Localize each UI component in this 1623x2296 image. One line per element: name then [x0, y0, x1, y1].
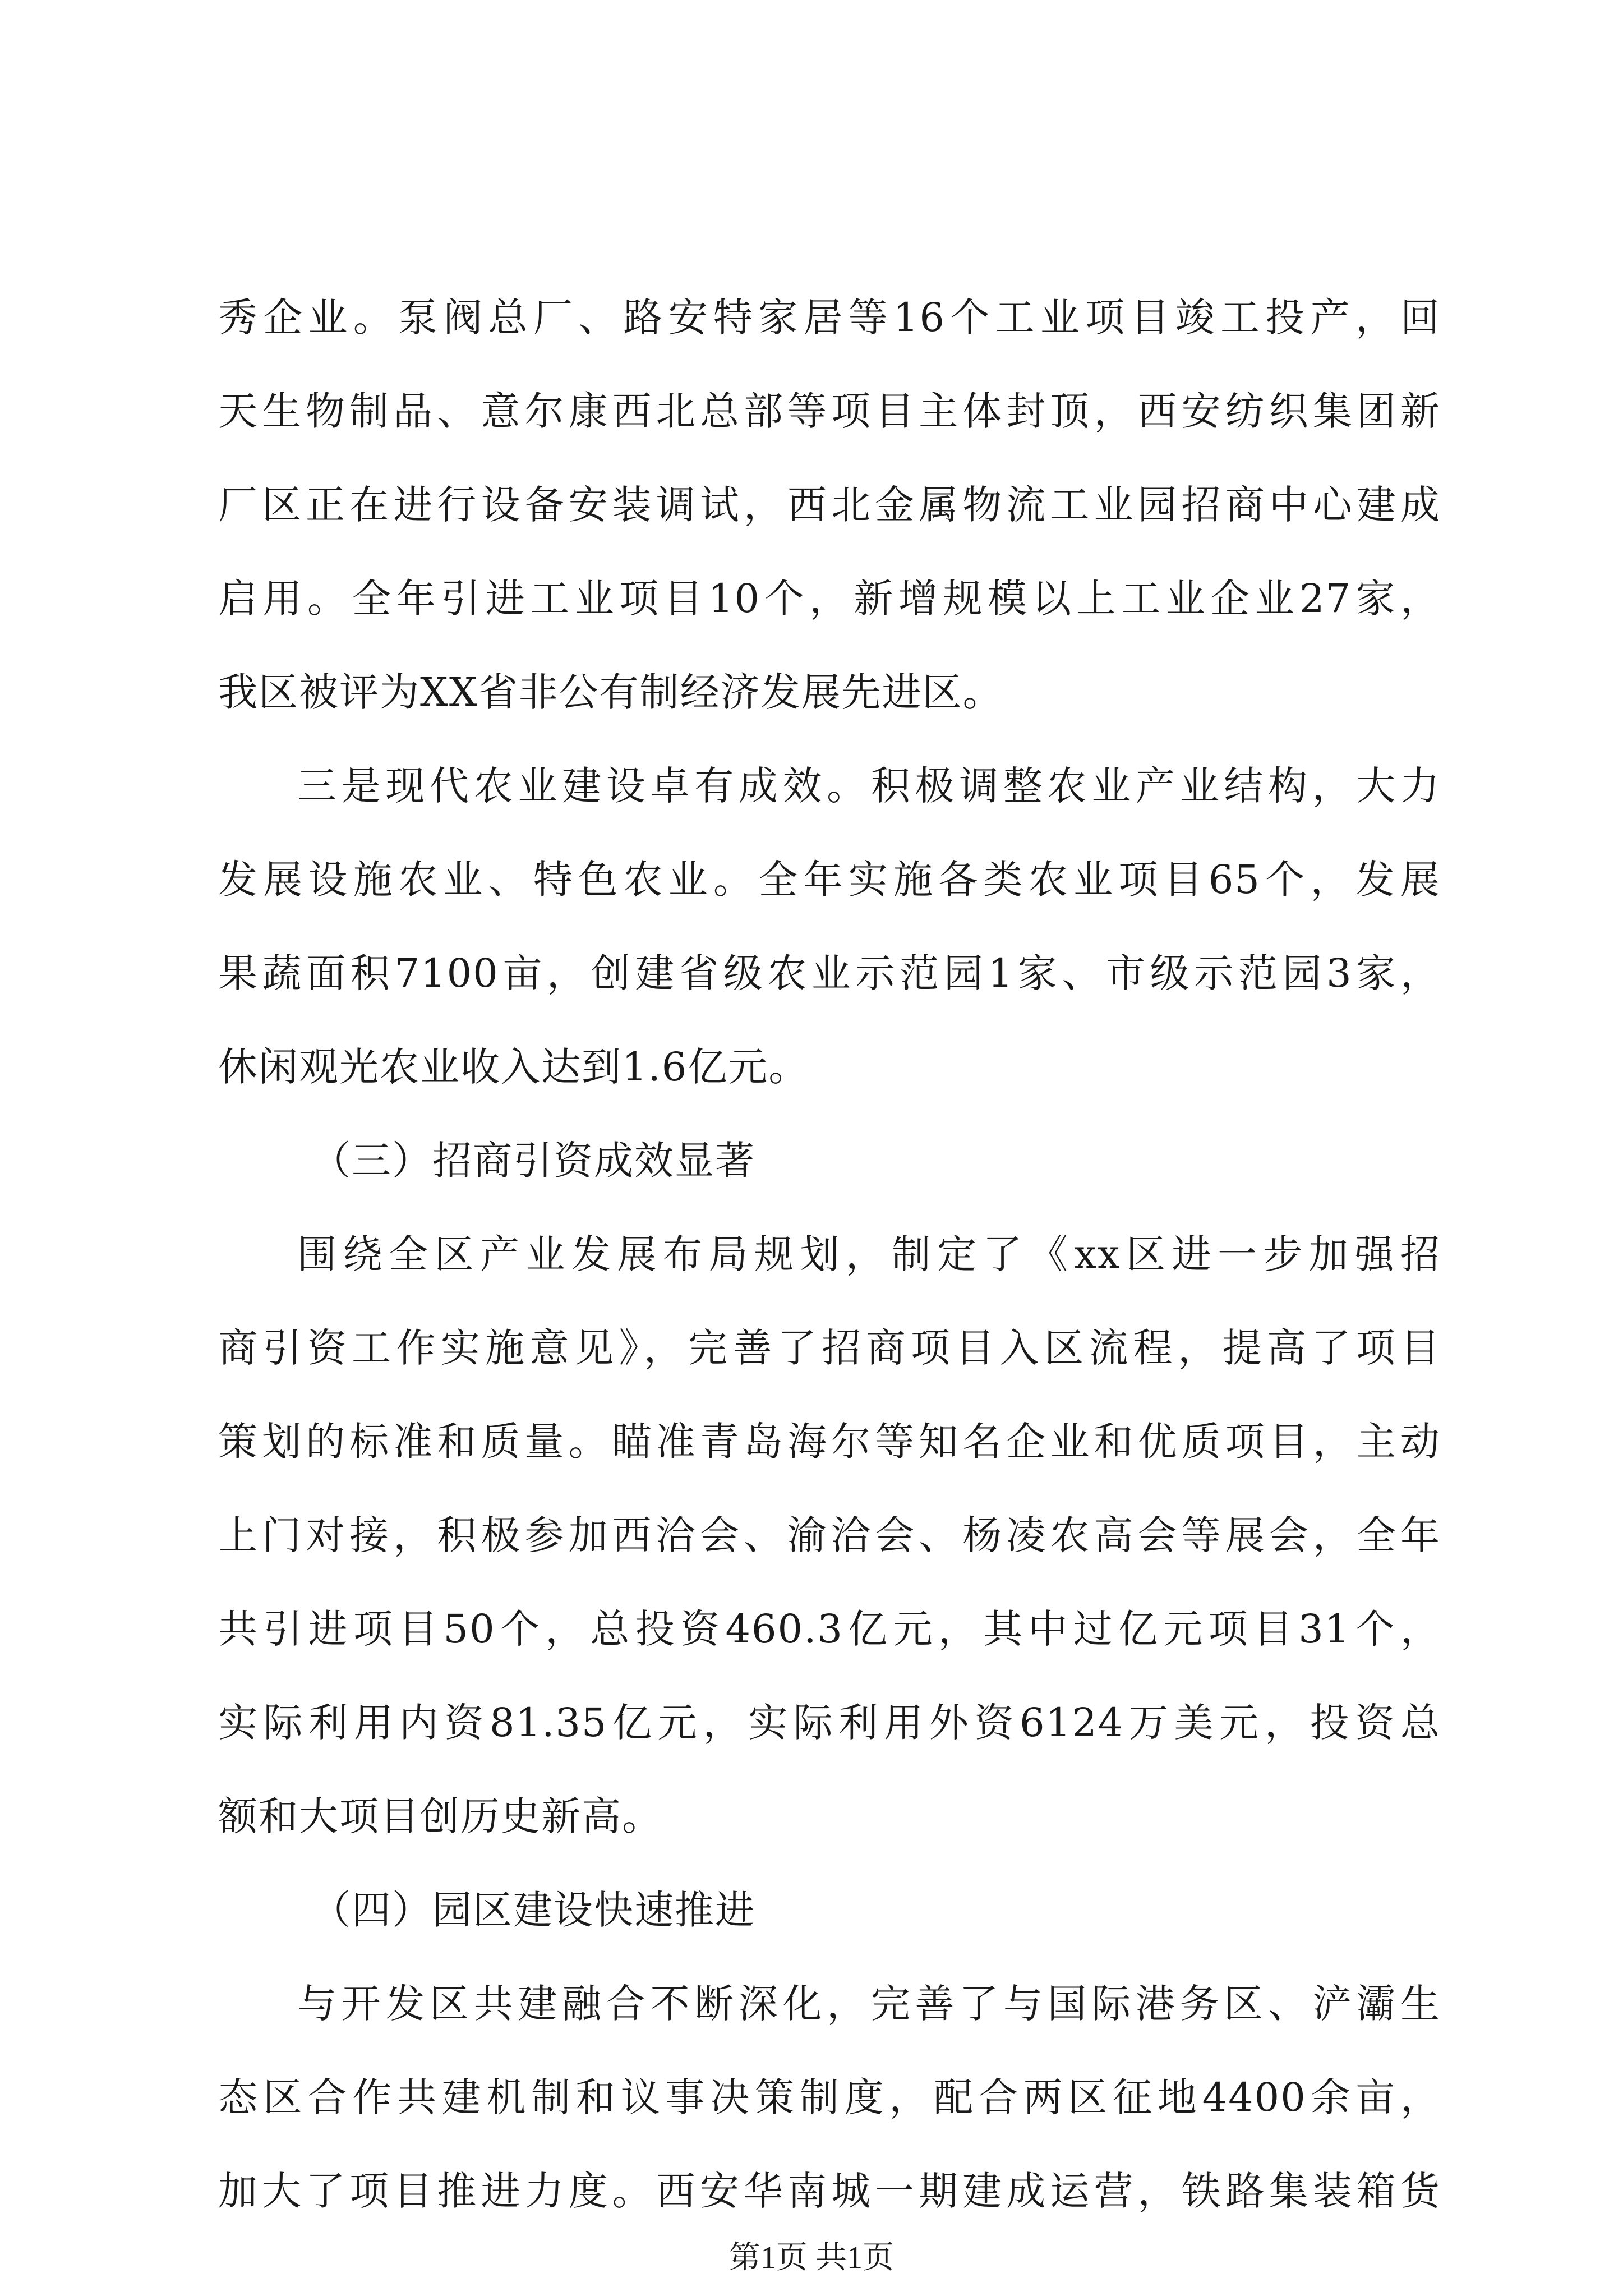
body-text-line: 发展设施农业、特色农业。全年实施各类农业项目65个，发展	[218, 857, 1441, 903]
section-heading: （三）招商引资成效显著	[311, 1138, 755, 1184]
body-text-line: 态区合作共建机制和议事决策制度，配合两区征地4400余亩，	[218, 2074, 1441, 2120]
body-text-line: 实际利用内资81.35亿元，实际利用外资6124万美元，投资总	[218, 1700, 1441, 1746]
section-heading: （四）园区建设快速推进	[311, 1887, 755, 1933]
body-text-line: 商引资工作实施意见》，完善了招商项目入区流程，提高了项目	[218, 1325, 1441, 1371]
body-text-line: 额和大项目创历史新高。	[218, 1793, 662, 1839]
body-text-line: 策划的标准和质量。瞄准青岛海尔等知名企业和优质项目，主动	[218, 1419, 1441, 1465]
body-text-line: 我区被评为XX省非公有制经济发展先进区。	[218, 669, 1003, 715]
body-text-line: 天生物制品、意尔康西北总部等项目主体封顶，西安纺织集团新	[218, 388, 1441, 434]
body-text-line: 休闲观光农业收入达到1.6亿元。	[218, 1044, 809, 1090]
body-text-line: 加大了项目推进力度。西安华南城一期建成运营，铁路集装箱货	[218, 2168, 1441, 2214]
body-text-line: 厂区正在进行设备安装调试，西北金属物流工业园招商中心建成	[218, 482, 1441, 528]
body-text-line: 秀企业。泵阀总厂、路安特家居等16个工业项目竣工投产，回	[218, 295, 1441, 341]
paragraph-first-line: 三是现代农业建设卓有成效。积极调整农业产业结构，大力	[297, 763, 1441, 809]
body-text-line: 果蔬面积7100亩，创建省级农业示范园1家、市级示范园3家，	[218, 950, 1441, 996]
body-text-line: 启用。全年引进工业项目10个，新增规模以上工业企业27家，	[218, 576, 1441, 622]
paragraph-first-line: 与开发区共建融合不断深化，完善了与国际港务区、浐灞生	[297, 1981, 1441, 2027]
body-text-line: 上门对接，积极参加西洽会、渝洽会、杨凌农高会等展会，全年	[218, 1512, 1441, 1558]
body-text-line: 共引进项目50个，总投资460.3亿元，其中过亿元项目31个，	[218, 1606, 1441, 1652]
paragraph-first-line: 围绕全区产业发展布局规划，制定了《xx区进一步加强招	[297, 1231, 1441, 1277]
page-footer: 第1页 共1页	[729, 2240, 894, 2275]
